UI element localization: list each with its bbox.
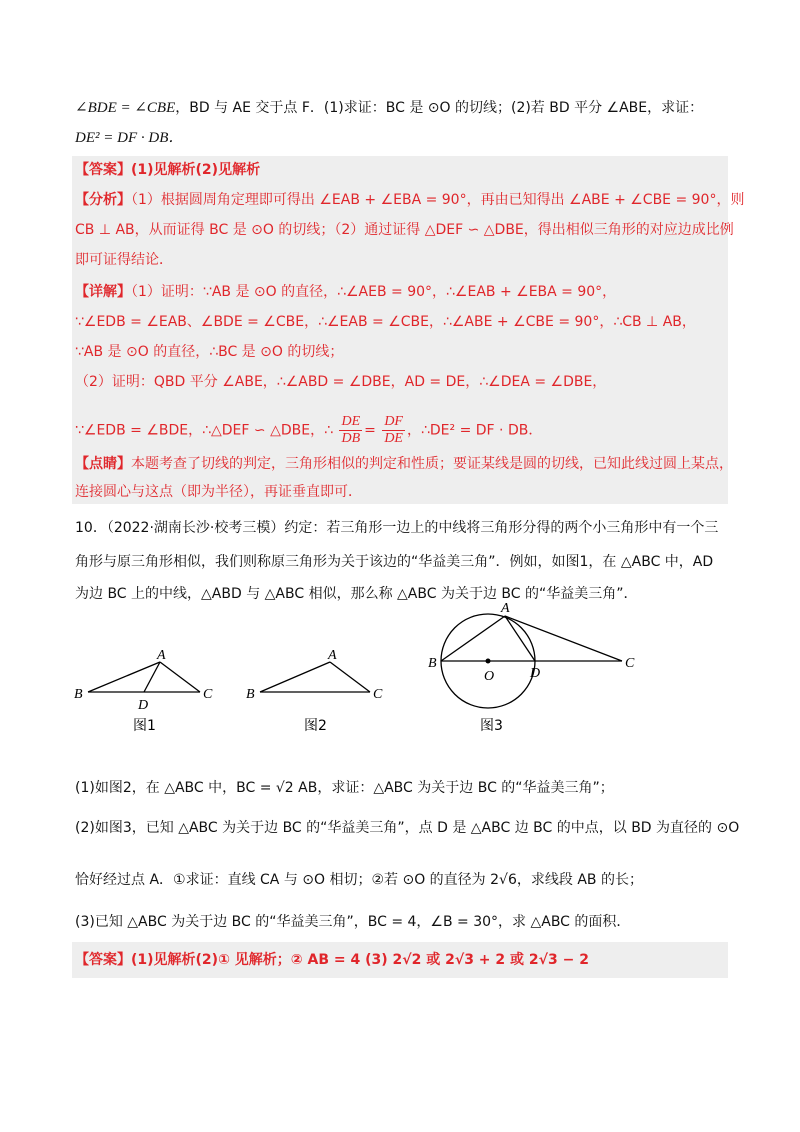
label-c: C [203,687,213,702]
q10-figures [60,600,740,740]
q9-answer [75,160,260,180]
label-a: A [157,648,166,663]
label-d: D [530,666,541,681]
label-b: B [74,687,83,702]
label-c: C [373,687,383,702]
answer-text: (1)见解析(2)见解析 [131,162,261,178]
q9-detail-line-2: ∵∠EDB = ∠EAB、∠BDE = ∠CBE，∴∠EAB = ∠CBE，∴∠ABE + ∠CBE = 90°，∴CB ⊥ AB， [75,314,696,330]
figure-1 [74,648,213,734]
fraction-numerator: DF [384,414,403,429]
q10-stem-line-2: 角形与原三角形相似，我们则称原三角形为关于该边的“华益美三角”．例如，如图1，在 △ABC 中，AD [75,554,714,570]
label-a: A [501,601,510,616]
equals-sign: = [364,422,376,439]
q9-detail-line-3: ∵AB 是 ⊙O 的直径，∴BC 是 ⊙O 的切线； [75,344,344,360]
analysis-text-1: （1）根据圆周角定理即可得出 ∠EAB + ∠EBA = 90°，再由已知得出 ∠ABE + ∠CBE = 90°，则 [131,192,745,208]
fraction-de-db [339,414,362,447]
q9-detail-line-5 [75,414,542,447]
detail-text-1: （1）证明：∵AB 是 ⊙O 的直径，∴∠AEB = 90°，∴∠EAB + ∠EBA = 90°， [131,284,617,300]
q9-analysis-line-1 [75,190,744,210]
q9-detail-line-4: （2）证明：QBD 平分 ∠ABE，∴∠ABD = ∠DBE，AD = DE，∴∠DEA = ∠DBE， [75,374,607,390]
q9-stem-line-2: DE² = DF · DB． [75,130,184,146]
fig2-caption: 图2 [304,718,327,734]
detail-text-5a: ∵∠EDB = ∠BDE，∴△DEF ∽ △DBE，∴ [75,422,333,439]
q9-comment-line-2: 连接圆心与这点（即为半径），再证垂直即可． [75,484,362,500]
q10-part-2-line-1: (2)如图3，已知 △ABC 为关于边 BC 的“华益美三角”，点 D 是 △ABC 边 BC 的中点，以 BD 为直径的 ⊙O [75,820,740,836]
label-b: B [246,687,255,702]
angle-equation: ∠BDE = ∠CBE [75,100,176,116]
detail-label: 【详解】 [75,284,131,300]
label-c: C [625,656,635,671]
fraction-denominator: DE [384,431,403,446]
answer-text: (1)见解析(2)① 见解析；② AB = 4 (3) 2√2 或 2√3 + 2 或 2√3 − 2 [131,952,589,968]
comment-text-1: 本题考查了切线的判定，三角形相似的判定和性质；要证某线是圆的切线，已知此线过圆上某点， [131,456,733,472]
q10-part-1: (1)如图2，在 △ABC 中，BC = √2 AB，求证：△ABC 为关于边 BC 的“华益美三角”； [75,780,614,796]
q9-analysis-line-3: 即可证得结论． [75,252,173,268]
q10-stem-line-3: 为边 BC 上的中线，△ABD 与 △ABC 相似，那么称 △ABC 为关于边 BC 的“华益美三角”． [75,586,638,602]
answer-label: 【答案】 [75,162,131,178]
q9-stem-text: ，BD 与 AE 交于点 F．(1)求证：BC 是 ⊙O 的切线；(2)若 BD 平分 ∠ABE，求证： [175,100,704,116]
fraction-numerator: DE [341,414,361,429]
comment-label: 【点睛】 [75,456,131,472]
fig3-caption: 图3 [480,718,503,734]
figure-3 [428,601,635,734]
detail-text-5b: ，∴DE² = DF · DB． [406,422,543,439]
q10-stem-line-1: 10．（2022·湖南长沙·校考三模）约定：若三角形一边上的中线将三角形分得的两个小三角形中有一个三 [75,520,719,536]
fraction-denominator: DB [341,431,361,446]
q9-analysis-line-2: CB ⊥ AB，从而证得 BC 是 ⊙O 的切线；（2）通过证得 △DEF ∽ △DBE，得出相似三角形的对应边成比例 [75,222,734,238]
fig1-caption: 图1 [133,718,156,734]
q10-part-2-line-2: 恰好经过点 A．①求证：直线 CA 与 ⊙O 相切；②若 ⊙O 的直径为 2√6，求线段 AB 的长； [75,872,643,888]
q10-answer [75,950,589,970]
answer-label: 【答案】 [75,952,131,968]
figure-2 [246,648,383,734]
q9-detail-line-1 [75,282,616,302]
q9-comment-line-1 [75,454,733,474]
q10-part-3: (3)已知 △ABC 为关于边 BC 的“华益美三角”，BC = 4，∠B = 30°，求 △ABC 的面积． [75,914,631,930]
label-d: D [138,698,149,713]
label-o: O [484,669,495,684]
label-b: B [428,656,437,671]
q9-stem-line-1 [75,98,703,118]
label-a: A [328,648,337,663]
analysis-label: 【分析】 [75,192,131,208]
fraction-df-de [382,414,405,447]
